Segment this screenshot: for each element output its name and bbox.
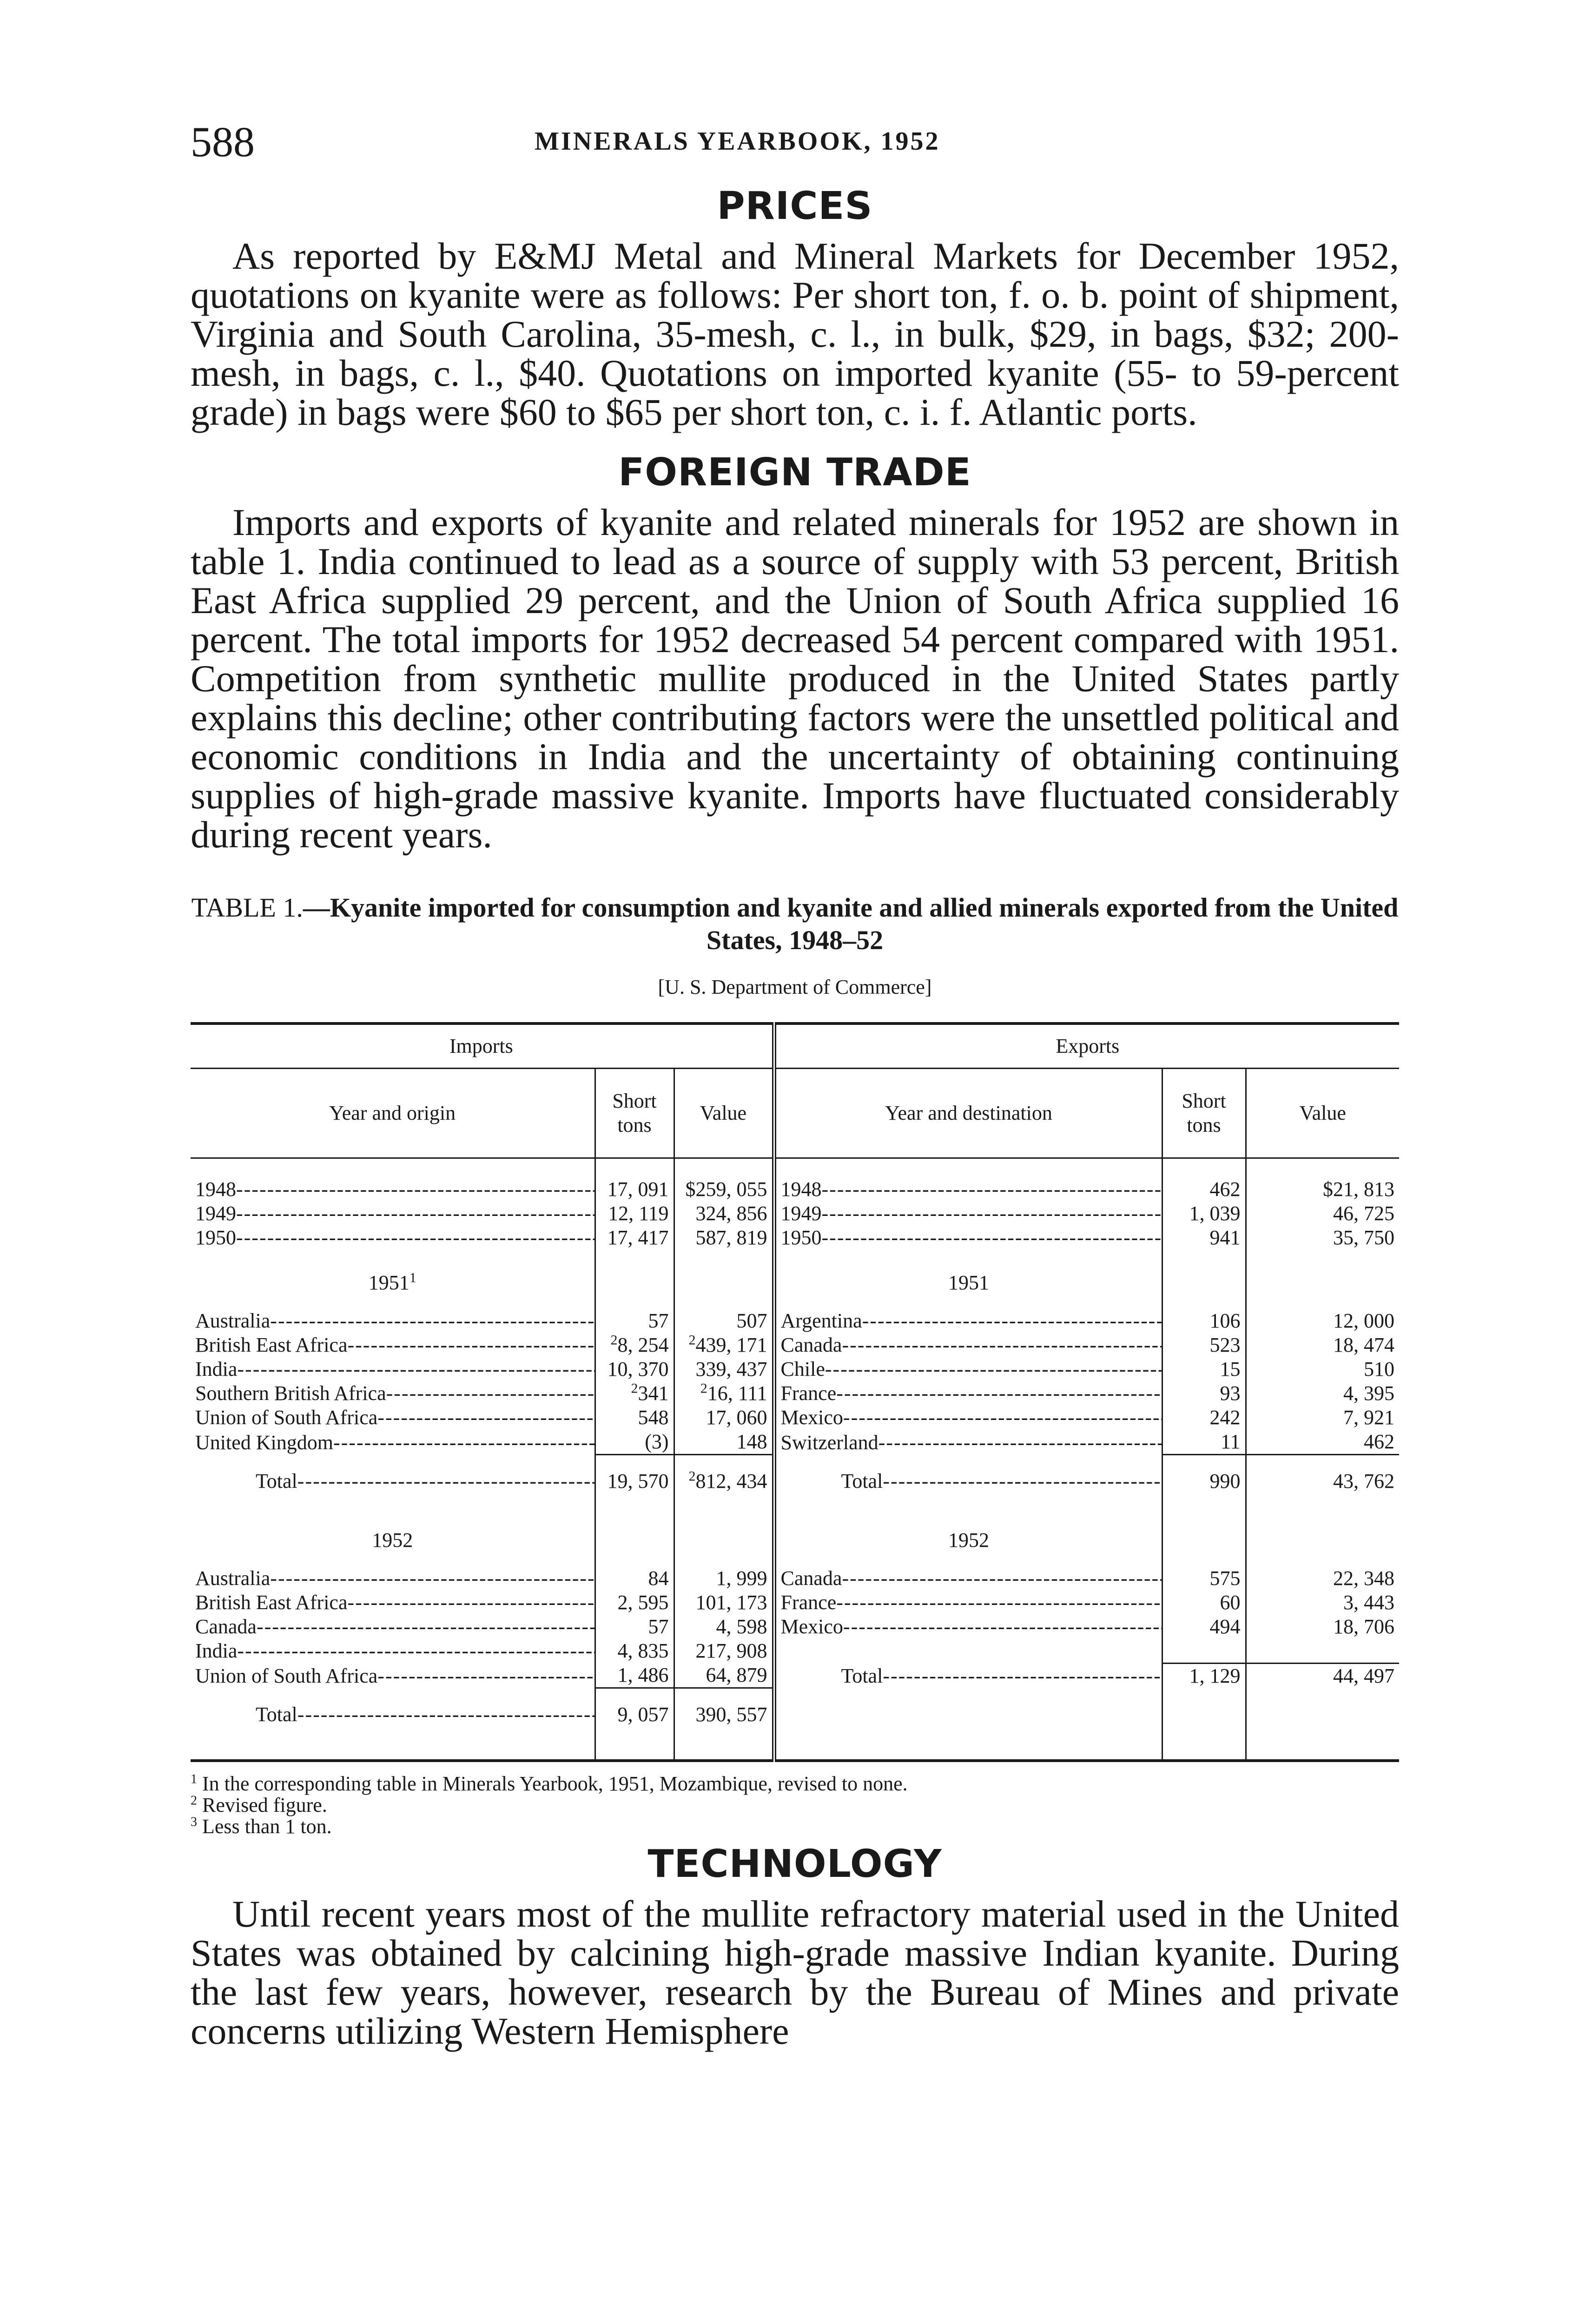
col-exp-short-tons xyxy=(1162,1069,1246,1158)
export-destination: Mexico ----- xyxy=(774,1406,1162,1430)
import-value: $^2$439, 171 xyxy=(674,1333,774,1357)
export-tons: 941 xyxy=(1162,1226,1246,1250)
import-tons: 4, 835 xyxy=(595,1639,674,1663)
table-row xyxy=(191,1430,1399,1455)
export-tons: 15 xyxy=(1162,1357,1246,1381)
import-origin: Union of South Africa ----- xyxy=(191,1663,595,1688)
import-year-label: 1949 ----- xyxy=(191,1202,595,1226)
import-tons: 57 xyxy=(595,1309,674,1333)
export-value: 462 xyxy=(1364,1430,1395,1453)
import-value: 148 xyxy=(674,1430,774,1455)
export-year-label: 1948 ----- xyxy=(774,1177,1162,1202)
table-row xyxy=(191,1615,1399,1639)
running-title: MINERALS YEARBOOK, 1952 xyxy=(535,127,940,156)
imports-total-1952-label: Total ----- xyxy=(191,1688,595,1741)
import-tons: 17, 091 xyxy=(595,1177,674,1202)
table-source: [U. S. Department of Commerce] xyxy=(658,976,932,998)
exports-year-1951: 1951 xyxy=(774,1250,1162,1309)
import-value: 64, 879 xyxy=(674,1663,774,1688)
import-tons: 2, 595 xyxy=(595,1591,674,1615)
table-row xyxy=(191,1566,1399,1591)
export-value: 7, 921 xyxy=(1343,1406,1395,1429)
footnote-2: $^2$ Revised figure. xyxy=(191,1793,327,1816)
import-origin: India ----- xyxy=(191,1357,595,1381)
col-short-label: Short xyxy=(1182,1089,1226,1112)
technology-paragraph: Until recent years most of the mullite refractory material used in the United States was obtained by calcining high-grade massive Indian kyanite. During the last few years, however, research by the Bureau of Mines and private concerns utilizing Western Hemisphere xyxy=(191,1893,1399,2052)
import-tons: $^2$8, 254 xyxy=(595,1333,674,1357)
exports-total-1952-label: Total ----- xyxy=(774,1663,1162,1688)
year-row-1952 xyxy=(191,1507,1399,1566)
import-value: 324, 856 xyxy=(674,1202,774,1226)
technology-heading: TECHNOLOGY xyxy=(647,1842,942,1886)
exports-total-1951-tons: 990 xyxy=(1162,1455,1246,1508)
import-origin: Australia ----- xyxy=(191,1309,595,1333)
col-year-destination: Year and destination xyxy=(774,1069,1162,1158)
import-tons: 548 xyxy=(595,1406,674,1430)
import-tons: 57 xyxy=(595,1615,674,1639)
export-year-label: 1949 ----- xyxy=(774,1202,1162,1226)
export-value: 12, 000 xyxy=(1333,1309,1395,1332)
export-tons: 93 xyxy=(1162,1381,1246,1406)
export-value: 4, 395 xyxy=(1343,1382,1395,1405)
export-value: 22, 348 xyxy=(1333,1567,1395,1590)
export-value: 35, 750 xyxy=(1333,1226,1395,1249)
col-imp-short-tons xyxy=(595,1069,674,1158)
foreign-trade-heading: FOREIGN TRADE xyxy=(618,450,971,495)
export-value: 18, 706 xyxy=(1333,1615,1395,1638)
export-tons: 523 xyxy=(1162,1333,1246,1357)
table-row xyxy=(191,1202,1399,1226)
export-tons: 11 xyxy=(1162,1430,1246,1455)
table-row xyxy=(191,1591,1399,1615)
export-destination: Switzerland ----- xyxy=(774,1430,1162,1455)
import-value: 587, 819 xyxy=(674,1226,774,1250)
table-row xyxy=(191,1406,1399,1430)
export-value: $21, 813 xyxy=(1323,1178,1395,1201)
import-tons: 12, 119 xyxy=(595,1202,674,1226)
page xyxy=(191,116,1399,2051)
imports-total-1951-value: $^2$812, 434 xyxy=(674,1455,774,1508)
export-destination: Argentina ----- xyxy=(774,1309,1162,1333)
footnote-3: $^3$ Less than 1 ton. xyxy=(191,1815,332,1838)
table-row xyxy=(191,1309,1399,1333)
import-origin: British East Africa ----- xyxy=(191,1591,595,1615)
running-head xyxy=(191,116,1399,172)
export-tons: 462 xyxy=(1162,1177,1246,1202)
import-value: 339, 437 xyxy=(674,1357,774,1381)
import-origin: United Kingdom ----- xyxy=(191,1430,595,1455)
import-value: 4, 598 xyxy=(674,1615,774,1639)
import-tons: 10, 370 xyxy=(595,1357,674,1381)
import-value: 507 xyxy=(674,1309,774,1333)
import-origin: British East Africa ----- xyxy=(191,1333,595,1357)
year-row-1951 xyxy=(191,1250,1399,1309)
exports-total-1952-tons: 1, 129 xyxy=(1162,1663,1246,1688)
exports-total-1952-value: 44, 497 xyxy=(1246,1663,1399,1688)
export-tons: 1, 039 xyxy=(1162,1202,1246,1226)
kyanite-trade-table xyxy=(191,1022,1399,1762)
export-tons: 575 xyxy=(1162,1566,1246,1591)
page-number: 588 xyxy=(191,118,255,165)
export-destination: Canada ----- xyxy=(774,1333,1162,1357)
export-year-label: 1950 ----- xyxy=(774,1226,1162,1250)
import-origin: Southern British Africa ----- xyxy=(191,1381,595,1406)
import-tons: 1, 486 xyxy=(595,1663,674,1688)
table-caption xyxy=(191,891,1399,957)
footnotes xyxy=(191,1773,1399,1837)
export-value: 510 xyxy=(1364,1358,1395,1380)
footnote-1: $^1$ In the corresponding table in Minerals Yearbook, 1951, Mozambique, revised to none. xyxy=(191,1772,908,1795)
export-destination: Chile ----- xyxy=(774,1357,1162,1381)
prices-heading: PRICES xyxy=(717,184,873,228)
imports-total-1951-label: Total ----- xyxy=(191,1455,595,1508)
import-value: 17, 060 xyxy=(674,1406,774,1430)
imports-total-1951-tons: 19, 570 xyxy=(595,1455,674,1508)
table-row xyxy=(191,1333,1399,1357)
import-value: $^2$16, 111 xyxy=(674,1381,774,1406)
imports-total-1952-tons: 9, 057 xyxy=(595,1688,674,1741)
imports-year-1952: 1952 xyxy=(191,1507,595,1566)
import-year-label: 1950 ----- xyxy=(191,1226,595,1250)
table-row xyxy=(191,1226,1399,1250)
import-origin: Union of South Africa ----- xyxy=(191,1406,595,1430)
export-value: 18, 474 xyxy=(1333,1334,1395,1356)
export-tons: 106 xyxy=(1162,1309,1246,1333)
import-tons: 84 xyxy=(595,1566,674,1591)
import-value: $259, 055 xyxy=(674,1177,774,1202)
exports-header: Exports xyxy=(774,1023,1399,1069)
export-value: 3, 443 xyxy=(1343,1591,1395,1614)
early-years-rows xyxy=(191,1177,1399,1250)
import-origin: Canada ----- xyxy=(191,1615,595,1639)
export-destination: France ----- xyxy=(774,1381,1162,1406)
imports-total-1952-value: 390, 557 xyxy=(674,1688,774,1741)
import-value: 217, 908 xyxy=(674,1639,774,1663)
import-year-label: 1948 ----- xyxy=(191,1177,595,1202)
table-row xyxy=(191,1357,1399,1381)
imports-header: Imports xyxy=(191,1023,774,1069)
col-imp-value: Value xyxy=(674,1069,774,1158)
export-destination: Canada ----- xyxy=(774,1566,1162,1591)
table-label: TABLE 1. xyxy=(191,892,303,923)
foreign-trade-paragraph: Imports and exports of kyanite and related minerals for 1952 are shown in table 1. India continued to lead as a source of supply with 53 percent, British East Africa supplied 29 percent, and the Union of South Africa supplied 16 percent. The total imports for 1952 decreased 54 percent compared with 1951. Competition from synthetic mullite produced in the United States partly explains this decline; other contributing factors were the unsettled political and economic conditions in India and the uncertainty of obtaining continuing supplies of high-grade massive kyanite. Imports have fluctuated considerably during recent years. xyxy=(191,501,1399,856)
col-year-origin: Year and origin xyxy=(191,1069,595,1158)
col-tons-label: tons xyxy=(617,1114,652,1136)
exports-year-1952: 1952 xyxy=(774,1507,1162,1566)
import-value: 1, 999 xyxy=(674,1566,774,1591)
prices-paragraph: As reported by E&MJ Metal and Mineral Markets for December 1952, quotations on kyanite were as follows: Per short ton, f. o. b. point of shipment, Virginia and South Carolina, 35-mesh, c. l., in bulk, $29, in bags, $32; 200-mesh, in bags, c. l., $40. Quotations on imported kyanite (55- to 59-percent grade) in bags were $60 to $65 per short ton, c. i. f. Atlantic ports. xyxy=(191,235,1399,433)
total-row-1951 xyxy=(191,1455,1399,1508)
rows-1952 xyxy=(191,1566,1399,1688)
col-short-label: Short xyxy=(612,1089,657,1112)
export-tons: 494 xyxy=(1162,1615,1246,1639)
table-title: —Kyanite imported for consumption and kyanite and allied minerals exported from the United States, 1948–52 xyxy=(303,892,1399,955)
table-row xyxy=(191,1177,1399,1202)
import-tons: (3) xyxy=(595,1430,674,1455)
col-exp-value: Value xyxy=(1246,1069,1399,1158)
export-value: 46, 725 xyxy=(1333,1202,1395,1225)
table-row xyxy=(191,1663,1399,1688)
imports-year-1951: 1951$^1$ xyxy=(191,1250,595,1309)
table-row xyxy=(191,1381,1399,1406)
export-tons: 60 xyxy=(1162,1591,1246,1615)
col-tons-label: tons xyxy=(1187,1114,1221,1136)
import-origin: India ----- xyxy=(191,1639,595,1663)
table-row xyxy=(191,1639,1399,1663)
export-tons: 242 xyxy=(1162,1406,1246,1430)
import-value: 101, 173 xyxy=(674,1591,774,1615)
exports-total-1951-value: 43, 762 xyxy=(1246,1455,1399,1508)
import-tons: 17, 417 xyxy=(595,1226,674,1250)
import-tons: $^2$341 xyxy=(595,1381,674,1406)
export-destination: France ----- xyxy=(774,1591,1162,1615)
import-origin: Australia ----- xyxy=(191,1566,595,1591)
export-destination: Mexico ----- xyxy=(774,1615,1162,1639)
exports-total-1951-label: Total ----- xyxy=(774,1455,1162,1508)
rows-1951 xyxy=(191,1309,1399,1455)
total-row-1952 xyxy=(191,1688,1399,1741)
